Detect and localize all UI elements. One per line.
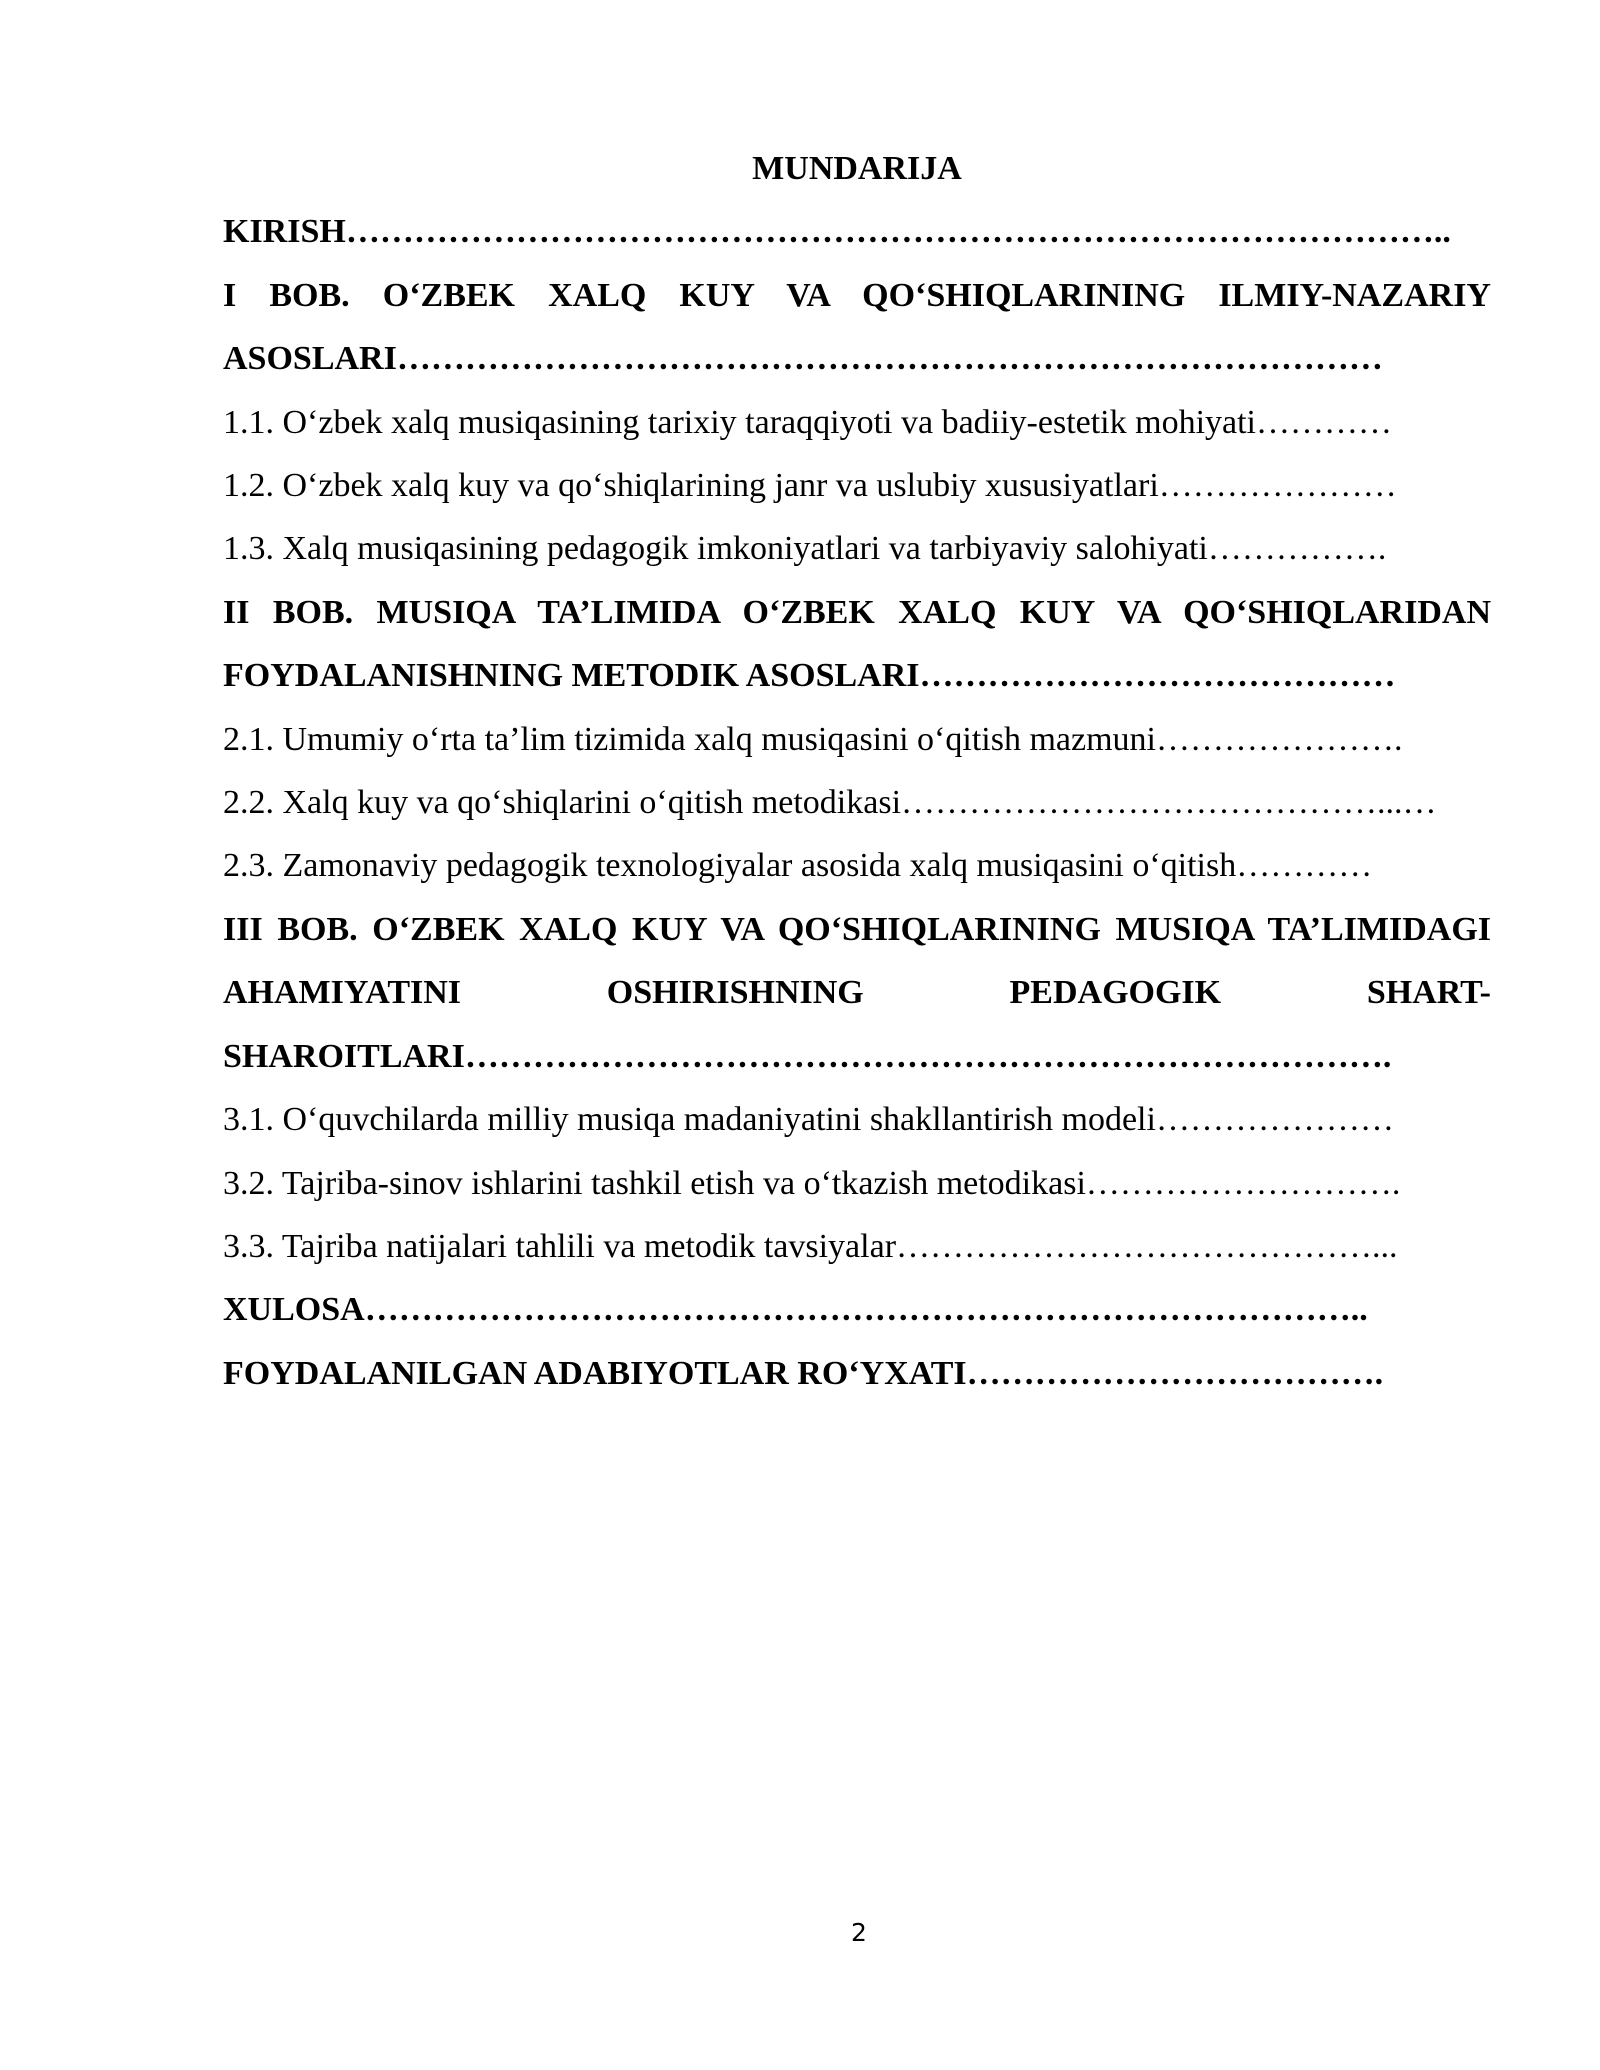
toc-entry-chapter-1: I BOB. O‘ZBEK XALQ KUY VA QO‘SHIQLARINING ILMIY-NAZARIY ASOSLARI…………………………………………………………………………… bbox=[223, 276, 1491, 378]
toc-title: MUNDARIJA bbox=[752, 150, 962, 187]
toc-entry-section-3-3: 3.3. Tajriba natijalari tahlili va metodik tavsiyalar……………………………………... bbox=[223, 1227, 1398, 1265]
page-number: 2 bbox=[851, 1918, 867, 1947]
toc-entry-references: FOYDALANILGAN ADABIYOTLAR RO‘YXATI………………………………. bbox=[223, 1354, 1384, 1392]
toc-entry-section-2-3: 2.3. Zamonaviy pedagogik texnologiyalar asosida xalq musiqasini o‘qitish………… bbox=[223, 847, 1373, 885]
toc-entry-introduction: KIRISH…………………………………………………………………………………….. bbox=[223, 213, 1451, 251]
toc-entry-conclusion: XULOSA…………………………………………………………………………….. bbox=[223, 1291, 1368, 1329]
toc-entry-section-3-2: 3.2. Tajriba-sinov ishlarini tashkil etish va o‘tkazish metodikasi………………………. bbox=[223, 1164, 1401, 1202]
table-of-contents bbox=[223, 137, 1491, 1405]
toc-entry-section-1-1: 1.1. O‘zbek xalq musiqasining tarixiy taraqqiyoti va badiiy-estetik mohiyati………… bbox=[223, 403, 1392, 441]
toc-entry-section-1-3: 1.3. Xalq musiqasining pedagogik imkoniyatlari va tarbiyaviy salohiyati……………. bbox=[223, 530, 1387, 568]
toc-entry-chapter-2: II BOB. MUSIQA TA’LIMIDA O‘ZBEK XALQ KUY VA QO‘SHIQLARIDAN FOYDALANISHNING METODIK ASOSLARI…………………………………… bbox=[223, 593, 1491, 695]
toc-entry-chapter-3: III BOB. O‘ZBEK XALQ KUY VA QO‘SHIQLARINING MUSIQA TA’LIMIDAGI AHAMIYATINI OSHIRISHNING PEDAGOGIK SHART-SHAROITLARI………………………………………………………………………. bbox=[223, 910, 1491, 1075]
toc-entry-section-3-1: 3.1. O‘quvchilarda milliy musiqa madaniyatini shakllantirish modeli………………… bbox=[223, 1101, 1394, 1139]
toc-entry-section-2-2: 2.2. Xalq kuy va qo‘shiqlarini o‘qitish metodikasi……………………………………...… bbox=[223, 784, 1437, 822]
toc-entry-section-1-2: 1.2. O‘zbek xalq kuy va qo‘shiqlarining janr va uslubiy xususiyatlari………………… bbox=[223, 467, 1397, 505]
toc-entry-section-2-1: 2.1. Umumiy o‘rta ta’lim tizimida xalq musiqasini o‘qitish mazmuni…………………. bbox=[223, 720, 1403, 758]
